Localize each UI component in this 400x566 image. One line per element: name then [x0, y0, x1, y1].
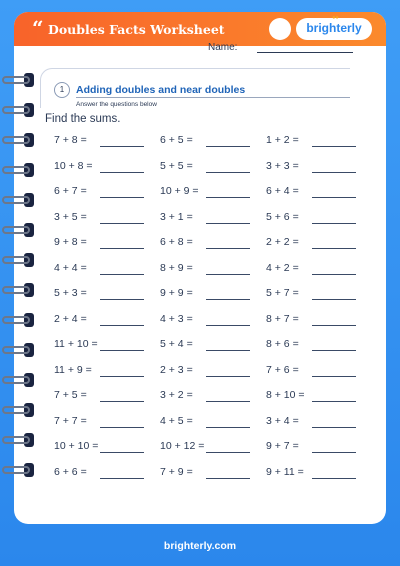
- problem-text: 6 + 6 =: [54, 465, 87, 478]
- answer-blank[interactable]: [100, 172, 144, 173]
- answer-blank[interactable]: [206, 452, 250, 453]
- problem-text: 10 + 10 =: [54, 440, 99, 452]
- answer-blank[interactable]: [206, 248, 250, 249]
- answer-blank[interactable]: [312, 452, 356, 453]
- problem-text: 3 + 4 =: [266, 414, 299, 427]
- section-number: 1: [54, 82, 70, 98]
- footer-url: brighterly.com: [163, 540, 237, 552]
- problem-text: 11 + 9 =: [54, 363, 92, 376]
- problem-text: 5 + 7 =: [266, 287, 299, 299]
- binding-ring-icon: [0, 340, 34, 360]
- brand-logo: [296, 15, 372, 40]
- problem-text: 6 + 4 =: [266, 185, 299, 197]
- answer-blank[interactable]: [206, 146, 250, 147]
- name-label: Name:: [208, 42, 238, 53]
- problem-text: 7 + 8 =: [54, 134, 87, 146]
- answer-blank[interactable]: [100, 427, 144, 428]
- problem-text: 9 + 8 =: [54, 236, 87, 248]
- answer-blank[interactable]: [312, 401, 356, 402]
- binding-ring-icon: [0, 250, 34, 270]
- problem-text: 7 + 6 =: [266, 363, 299, 376]
- worksheet-title: Doubles Facts Worksheet: [48, 22, 225, 37]
- problem-text: 3 + 3 =: [266, 159, 299, 172]
- section-subtitle: Answer the questions below: [76, 101, 157, 108]
- answer-blank[interactable]: [100, 274, 144, 275]
- binding-ring-icon: [0, 130, 34, 150]
- problem-text: 6 + 8 =: [160, 236, 193, 248]
- problem-text: 8 + 6 =: [266, 338, 299, 350]
- problem-text: 4 + 3 =: [160, 312, 193, 325]
- problem-text: 9 + 9 =: [160, 287, 193, 299]
- answer-blank[interactable]: [100, 478, 144, 479]
- answer-blank[interactable]: [312, 274, 356, 275]
- answer-blank[interactable]: [312, 325, 356, 326]
- answer-blank[interactable]: [100, 325, 144, 326]
- problem-text: 10 + 12 =: [160, 440, 205, 452]
- problem-text: 9 + 7 =: [266, 440, 299, 452]
- problem-text: 3 + 1 =: [160, 210, 193, 223]
- binding-ring-icon: [0, 100, 34, 120]
- problem-text: 10 + 9 =: [160, 185, 199, 197]
- problem-text: 4 + 2 =: [266, 261, 299, 274]
- answer-blank[interactable]: [312, 350, 356, 351]
- answer-blank[interactable]: [312, 427, 356, 428]
- answer-blank[interactable]: [206, 401, 250, 402]
- answer-blank[interactable]: [206, 274, 250, 275]
- binding-ring-icon: [0, 70, 34, 90]
- answer-blank[interactable]: [312, 478, 356, 479]
- answer-blank[interactable]: [206, 376, 250, 377]
- binding-ring-icon: [0, 310, 34, 330]
- section-divider: [76, 97, 350, 98]
- problem-text: 4 + 5 =: [160, 414, 193, 427]
- answer-blank[interactable]: [100, 452, 144, 453]
- problem-text: 9 + 11 =: [266, 465, 304, 478]
- answer-blank[interactable]: [312, 197, 356, 198]
- binding-ring-icon: [0, 400, 34, 420]
- problem-text: 5 + 5 =: [160, 159, 193, 172]
- problem-text: 6 + 7 =: [54, 185, 87, 197]
- problem-text: 2 + 3 =: [160, 363, 193, 376]
- answer-blank[interactable]: [206, 223, 250, 224]
- binding-ring-icon: [0, 190, 34, 210]
- problem-text: 8 + 10 =: [266, 389, 305, 401]
- problem-text: 8 + 9 =: [160, 261, 193, 274]
- answer-blank[interactable]: [206, 427, 250, 428]
- problem-text: 2 + 4 =: [54, 312, 87, 325]
- binding-ring-icon: [0, 160, 34, 180]
- name-field[interactable]: [257, 52, 353, 53]
- answer-blank[interactable]: [206, 325, 250, 326]
- answer-blank[interactable]: [312, 248, 356, 249]
- problem-text: 1 + 2 =: [266, 134, 299, 146]
- answer-blank[interactable]: [312, 376, 356, 377]
- binding-ring-icon: [0, 460, 34, 480]
- problem-text: 11 + 10 =: [54, 338, 98, 350]
- problem-text: 5 + 3 =: [54, 287, 87, 299]
- answer-blank[interactable]: [206, 172, 250, 173]
- problem-text: 3 + 2 =: [160, 389, 193, 401]
- section-title: Adding doubles and near doubles: [76, 84, 246, 96]
- answer-blank[interactable]: [312, 172, 356, 173]
- answer-blank[interactable]: [100, 197, 144, 198]
- answer-blank[interactable]: [100, 248, 144, 249]
- problem-text: 7 + 5 =: [54, 389, 87, 401]
- answer-blank[interactable]: [206, 197, 250, 198]
- answer-blank[interactable]: [312, 299, 356, 300]
- binding-ring-icon: [0, 430, 34, 450]
- answer-blank[interactable]: [312, 146, 356, 147]
- problem-text: 6 + 5 =: [160, 134, 193, 146]
- logo-sparkle-icon: ● ●: [332, 15, 338, 21]
- answer-blank[interactable]: [206, 350, 250, 351]
- worksheet-header: [14, 12, 386, 46]
- problem-text: 4 + 4 =: [54, 261, 87, 274]
- answer-blank[interactable]: [100, 146, 144, 147]
- problem-text: 10 + 8 =: [54, 159, 93, 172]
- answer-blank[interactable]: [312, 223, 356, 224]
- answer-blank[interactable]: [100, 299, 144, 300]
- problem-text: 7 + 9 =: [160, 465, 193, 478]
- answer-blank[interactable]: [100, 401, 144, 402]
- problem-text: 8 + 7 =: [266, 312, 299, 325]
- problem-text: 3 + 5 =: [54, 210, 87, 223]
- quote-icon: “: [32, 16, 44, 40]
- answer-blank[interactable]: [206, 299, 250, 300]
- answer-blank[interactable]: [100, 223, 144, 224]
- binding-ring-icon: [0, 220, 34, 240]
- circle-icon: [269, 18, 291, 40]
- logo-text: brighterly: [306, 21, 362, 35]
- problem-text: 2 + 2 =: [266, 236, 299, 248]
- problem-text: 5 + 6 =: [266, 210, 299, 223]
- binding-ring-icon: [0, 280, 34, 300]
- instructions: Find the sums.: [45, 113, 121, 125]
- problem-text: 7 + 7 =: [54, 414, 87, 427]
- binding-ring-icon: [0, 370, 34, 390]
- problem-text: 5 + 4 =: [160, 338, 193, 350]
- answer-blank[interactable]: [206, 478, 250, 479]
- answer-blank[interactable]: [100, 350, 144, 351]
- answer-blank[interactable]: [100, 376, 144, 377]
